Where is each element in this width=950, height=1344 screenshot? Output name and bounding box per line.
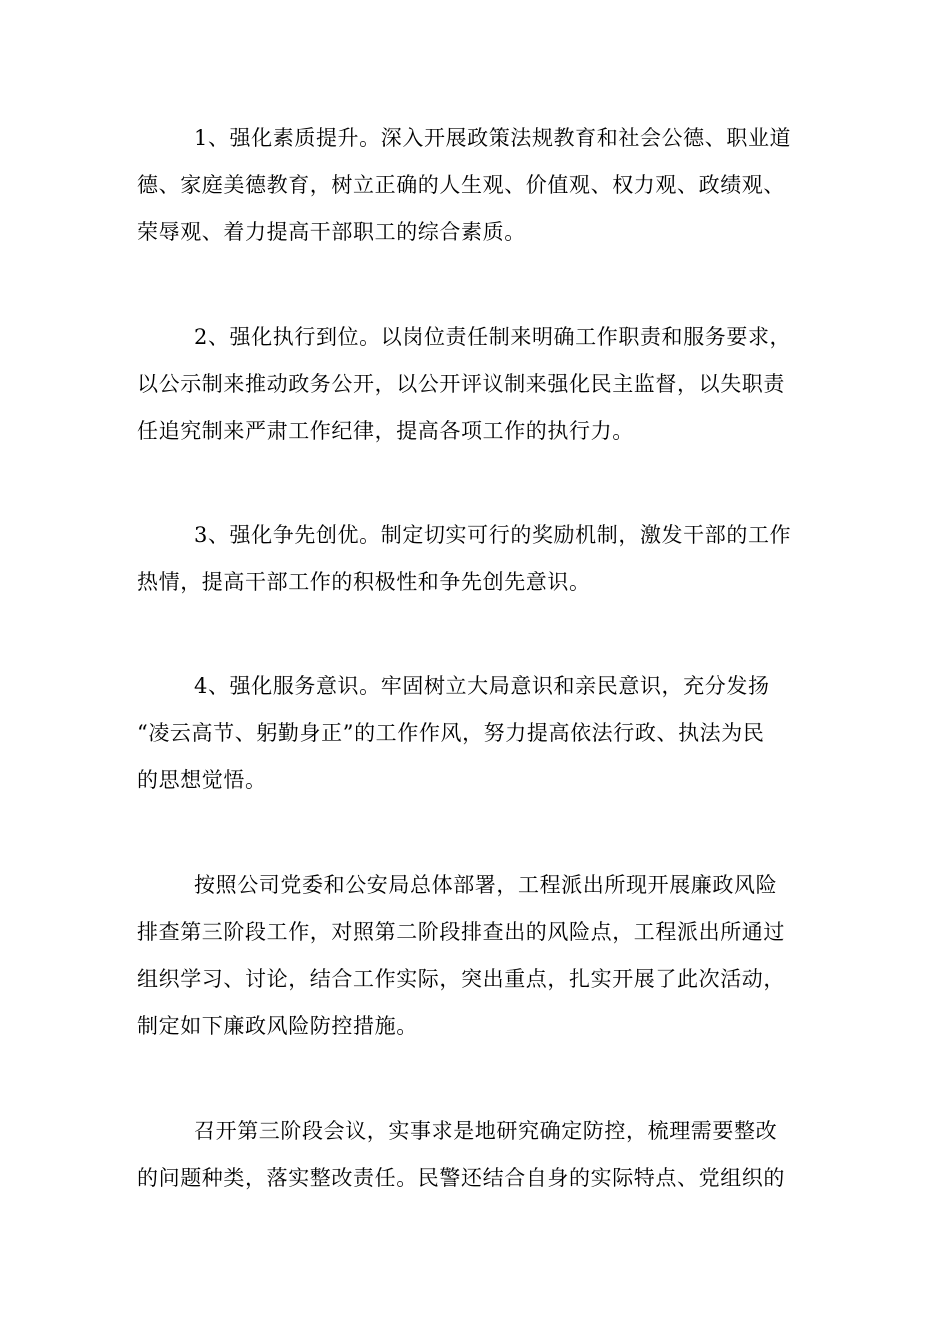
paragraph-line: 排查第三阶段工作，对照第二阶段排查出的风险点，工程派出所通过 xyxy=(137,920,785,944)
paragraph-line: 德、家庭美德教育，树立正确的人生观、价值观、权力观、政绩观、 xyxy=(137,173,785,197)
paragraph-6-meeting xyxy=(137,1108,817,1202)
paragraph-line: 热情，提高干部工作的积极性和争先创先意识。 xyxy=(137,570,591,594)
paragraph-line: 3、强化争先创优。制定切实可行的奖励机制，激发干部的工作 xyxy=(194,523,792,547)
paragraph-line: 2、强化执行到位。以岗位责任制来明确工作职责和服务要求， xyxy=(194,325,792,349)
paragraph-line: 荣辱观、着力提高干部职工的综合素质。 xyxy=(137,220,526,244)
paragraph-line: 任追究制来严肃工作纪律，提高各项工作的执行力。 xyxy=(137,419,634,443)
paragraph-line: 1、强化素质提升。深入开展政策法规教育和社会公德、职业道 xyxy=(194,126,792,150)
paragraph-line: 组织学习、讨论，结合工作实际，突出重点，扎实开展了此次活动， xyxy=(137,967,785,991)
paragraph-line: 的问题种类，落实整改责任。民警还结合自身的实际特点、党组织的 xyxy=(137,1166,785,1190)
paragraph-line: 制定如下廉政风险防控措施。 xyxy=(137,1014,418,1038)
paragraph-line: 按照公司党委和公安局总体部署，工程派出所现开展廉政风险 xyxy=(194,873,778,897)
paragraph-3-excellence xyxy=(137,512,817,606)
paragraph-line: “凌云高节、躬勤身正”的工作作风，努力提高依法行政、执法为民 xyxy=(137,721,765,745)
paragraph-2-execution xyxy=(137,314,817,455)
paragraph-4-service xyxy=(137,663,817,804)
paragraph-5-deployment xyxy=(137,862,817,1050)
paragraph-line: 以公示制来推动政务公开，以公开评议制来强化民主监督，以失职责 xyxy=(137,372,785,396)
paragraph-line: 4、强化服务意识。牢固树立大局意识和亲民意识，充分发扬 xyxy=(194,674,770,698)
paragraph-line: 召开第三阶段会议，实事求是地研究确定防控，梳理需要整改 xyxy=(194,1119,778,1143)
paragraph-1-quality xyxy=(137,115,817,256)
paragraph-line: 的思想觉悟。 xyxy=(137,768,267,792)
